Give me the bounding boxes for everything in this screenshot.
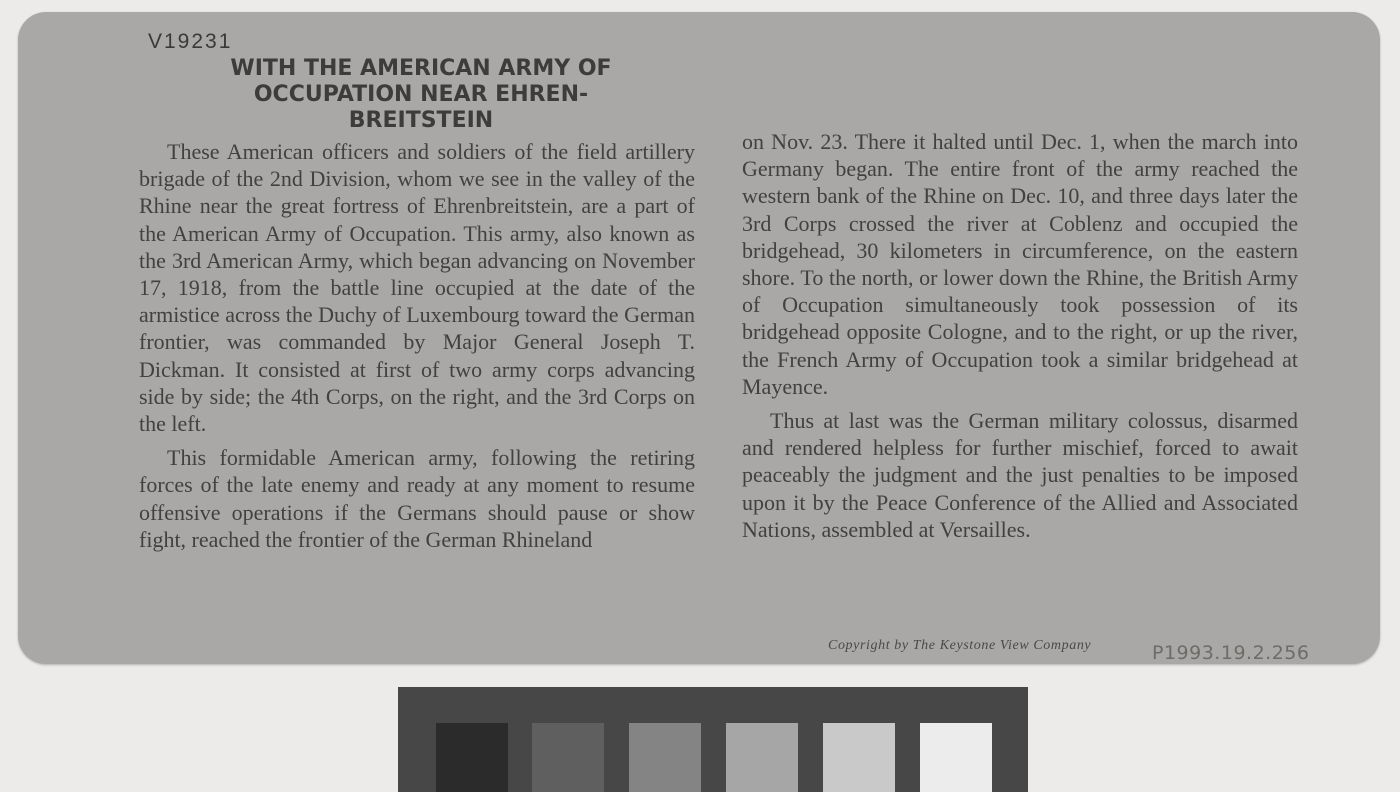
catalog-number: V19231 [148, 30, 233, 53]
copyright-line: Copyright by The Keystone View Company [828, 638, 1092, 653]
gray-swatch [726, 723, 798, 792]
right-text-column [742, 128, 1298, 543]
gray-swatch [436, 723, 508, 792]
stereocard-back [18, 12, 1380, 664]
gray-swatch [823, 723, 895, 792]
body-paragraph: This formidable American army, following the retiring forces of the late enemy and ready at any moment to resume offensive operations if the Germans should pause or show fight, reached the frontier of the German Rhineland [139, 445, 695, 552]
gray-swatch [920, 723, 992, 792]
gray-scale-target [398, 687, 1028, 792]
body-paragraph: These American officers and soldiers of the field artillery brigade of the 2nd Division, whom we see in the valley of the Rhine near the great fortress of Ehrenbreitstein, are a part of the American Army of Occupation. This army, also known as the 3rd American Army, which began advancing on November 17, 1918, from the battle line occupied at the date of the armistice across the Duchy of Luxembourg toward the German frontier, was commanded by Major General Joseph T. Dickman. It consisted at first of two army corps advancing side by side; the 4th Corps, on the right, and the 3rd Corps on the left. [139, 139, 695, 437]
title-line: BREITSTEIN [348, 108, 494, 133]
gray-swatch [629, 723, 701, 792]
title-line: OCCUPATION NEAR EHREN- [253, 82, 589, 107]
body-paragraph: Thus at last was the German military colossus, disarmed and rendered helpless for further mischief, forced to await peaceably the judgment and the just penalties to be imposed upon it by the Peace Conference of the Allied and Associated Nations, assembled at Versailles. [742, 408, 1298, 542]
body-paragraph: on Nov. 23. There it halted until Dec. 1, when the march into Germany began. The entire front of the army reached the western bank of the Rhine on Dec. 10, and three days later the 3rd Corps crossed the river at Coblenz and occupied the bridgehead, 30 kilometers in circumference, on the eastern shore. To the north, or lower down the Rhine, the British Army of Occupation simultaneously took possession of its bridgehead opposite Cologne, and to the right, or up the river, the French Army of Occupation took a similar bridgehead at Mayence. [742, 129, 1298, 399]
accession-number: P1993.19.2.256 [1152, 642, 1310, 664]
gray-swatch [532, 723, 604, 792]
title-line: WITH THE AMERICAN ARMY OF [230, 56, 612, 81]
card-title [146, 56, 696, 134]
left-text-column [139, 138, 695, 553]
